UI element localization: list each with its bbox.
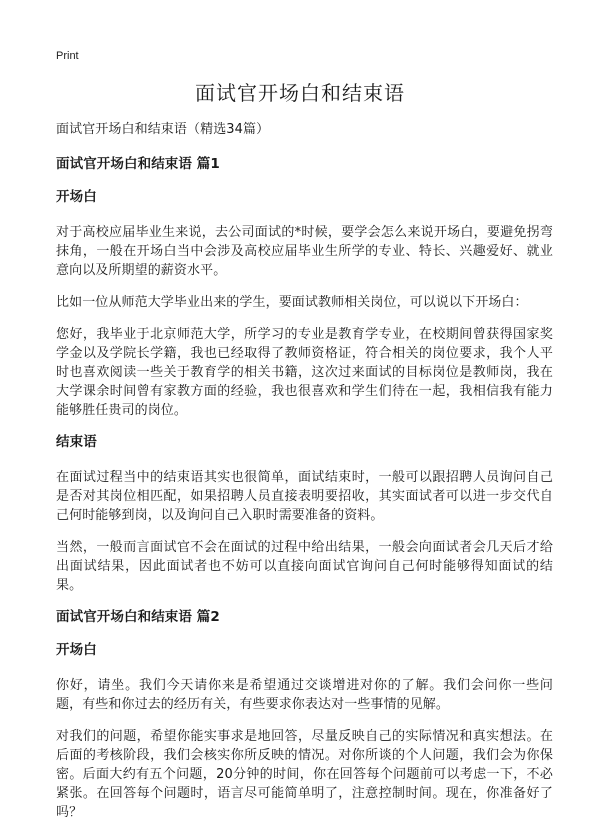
paragraph: 对我们的问题，希望你能实事求是地回答，尽量反映自己的实际情况和真实想法。在后面的考核阶段，我们会核实你所反映的情况。对你所谈的个人问题，我们会为你保密。后面大约有五个问题，20分钟的时间，你在回答每个问题前可以考虑一下，不必紧张。在回答每个问题时，语言尽可能简单明了，注意控制时间。现在，你准备好了吗？ — [56, 729, 553, 820]
section-title-2: 面试官开场白和结束语 篇2 — [56, 609, 220, 625]
paragraph: 当然，一般而言面试官不会在面试的过程中给出结果，一般会向面试者会几天后才给出面试结果，因此面试者也不妨可以直接向面试官询问自己何时能够得知面试的结果。 — [56, 540, 553, 593]
paragraph: 您好，我毕业于北京师范大学，所学习的专业是教育学专业，在校期间曾获得国家奖学金以及学院长学籍，我也已经取得了教师资格证，符合相关的岗位要求，我个人平时也喜欢阅读一些关于教育学的相关书籍，这次过来面试的目标岗位是教师岗，我在大学课余时间曾有家教方面的经验，我也很喜欢和学生们待在一起，我相信我有能力能够胜任贵司的岗位。 — [56, 327, 553, 418]
document-title: 面试官开场白和结束语 — [195, 81, 405, 105]
paragraph: 比如一位从师范大学毕业出来的学生，要面试教师相关岗位，可以说以下开场白： — [56, 295, 528, 310]
document-subtitle: 面试官开场白和结束语（精选34篇） — [56, 122, 270, 137]
paragraph: 你好，请坐。我们今天请你来是希望通过交谈增进对你的了解。我们会问你一些问题，有些和你过去的经历有关，有些要求你表达对一些事情的见解。 — [56, 678, 553, 712]
closing-heading-1: 结束语 — [56, 434, 97, 450]
section-title-1: 面试官开场白和结束语 篇1 — [56, 156, 220, 172]
document-body — [56, 120, 553, 835]
print-link[interactable]: Print — [56, 50, 79, 62]
opening-heading-1: 开场白 — [56, 189, 97, 205]
opening-heading-2: 开场白 — [56, 642, 97, 658]
paragraph: 对于高校应届毕业生来说，去公司面试的*时候，要学会怎么来说开场白，要避免拐弯抹角，一般在开场白当中会涉及高校应届毕业生所学的专业、特长、兴趣爱好、就业意向以及所期望的薪资水平。 — [56, 225, 553, 278]
paragraph: 在面试过程当中的结束语其实也很简单，面试结束时，一般可以跟招聘人员询问自己是否对其岗位相匹配，如果招聘人员直接表明要招收，其实面试者可以进一步交代自己何时能够到岗，以及询问自己入职时需要准备的资料。 — [56, 470, 553, 523]
